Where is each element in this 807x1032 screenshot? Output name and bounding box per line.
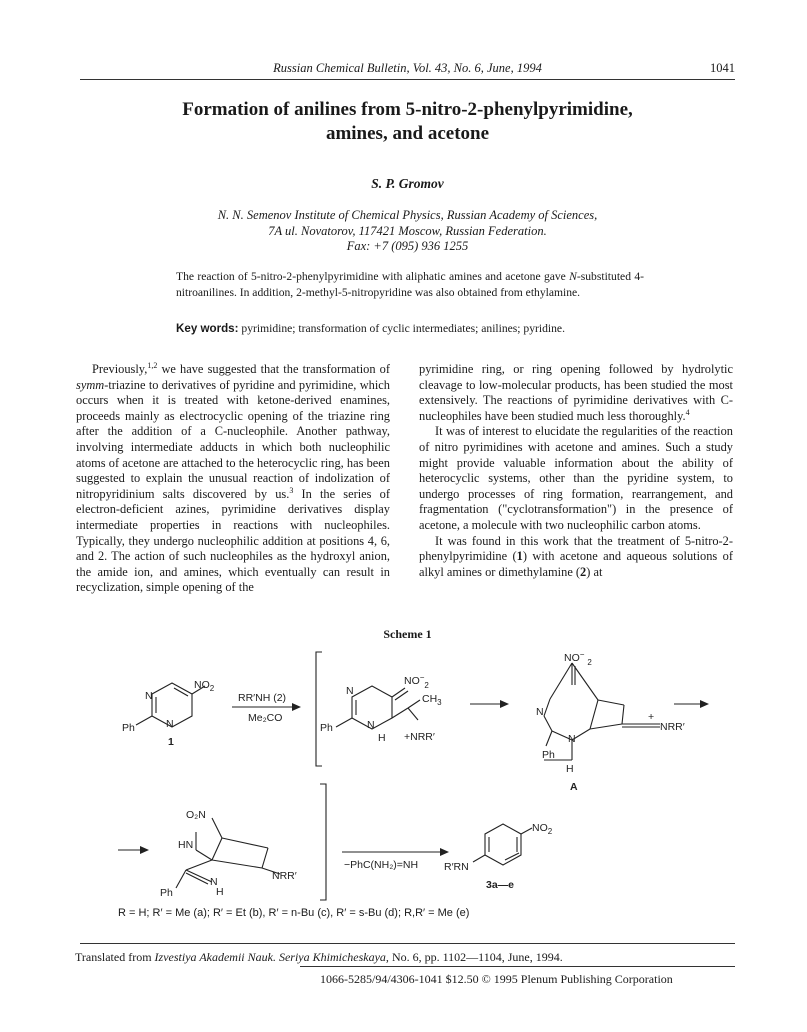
benzene-ring	[485, 824, 521, 865]
label-n: N	[367, 719, 375, 731]
label-plus: +	[648, 711, 655, 723]
label-h: H	[216, 886, 224, 898]
scheme-1-diagram	[0, 640, 807, 905]
translation-note	[75, 950, 563, 965]
label-nrr: NRR′	[272, 870, 297, 882]
label-n: N	[536, 706, 544, 718]
italic-run: symm	[76, 377, 105, 392]
scheme-substituent-note: R = H; R′ = Me (a); R′ = Et (b), R′ = n-Bu (c), R′ = s-Bu (d); R,R′ = Me (e)	[118, 907, 470, 919]
label-n: N	[210, 876, 218, 888]
compound-1-label: 1	[168, 736, 174, 748]
paragraph	[76, 362, 390, 596]
reaction-arrow-head	[700, 700, 709, 708]
paragraph	[419, 362, 733, 424]
label-n: N	[346, 685, 354, 697]
paragraph: It was of interest to elucidate the regularities of the reaction of nitro pyrimidines with acetone and amines. Such a study might provide valuable information about the ability of heterocyclic systems, other than the pyridine system, to undergo processes of ring formation, rearrangement, and fragmentation ("cyclotransformation") in the presence of acetone, a molecule with two nucleophilic carbon atoms.	[419, 424, 733, 532]
text-run: Previously,	[92, 362, 148, 376]
text-run: No. 6, pp. 1102—1104, June, 1994.	[388, 950, 563, 964]
label-rrn: R′RN	[444, 861, 469, 873]
compound-ref: 1	[516, 549, 523, 564]
label-no2: $NO_2$	[532, 822, 553, 836]
label-ph: Ph	[160, 887, 173, 899]
label-ph: Ph	[320, 722, 333, 734]
compound-a-label: A	[570, 781, 578, 793]
page-number: 1041	[710, 61, 735, 75]
label-ch3: $CH_3$	[422, 693, 442, 707]
label-nrr-plus: +NRR′	[404, 731, 435, 743]
reaction-arrow-head	[292, 703, 301, 711]
text-run: It was found in this work that the treatment of 5-nitro-2-phenylpyrimidine (	[419, 533, 733, 564]
source-journal: Izvestiya Akademii Nauk. Seriya Khimicheskaya,	[154, 950, 389, 964]
citation-ref: 1,2	[147, 360, 158, 370]
text-run: -triazine to derivatives of pyridine and pyrimidine, which occurs when it is treated with ketone-derived enamines, proceeds mainly as electrocyclic opening of the triazine ring after the addition of a C-nucleophile. Another pathway, involving intermediate adducts in which both nucleophilic atoms of acetone are attached to the heterocyclic ring, has been suggested to explain the unusual reaction of indolization of nitropyridinium salts discovered by us.	[76, 377, 390, 501]
author-name: S. P. Gromov	[371, 176, 444, 191]
keywords	[176, 322, 676, 335]
copyright-line: 1066-5285/94/4306-1041 $12.50 © 1995 Plenum Publishing Corporation	[320, 972, 673, 986]
text-run: ) with acetone and aqueous solutions of alkyl amines or dimethylamine (	[419, 549, 733, 579]
label-ph: Ph	[122, 722, 135, 734]
title-line-1: Formation of anilines from 5-nitro-2-phenylpyrimidine,	[182, 99, 633, 120]
reagent-label: RR′NH (2)	[238, 692, 287, 704]
label-h: H	[378, 732, 386, 744]
label-o2n: O₂N	[186, 809, 206, 821]
label-nrr: NRR′	[660, 721, 685, 733]
affiliation-fax: Fax: +7 (095) 936 1255	[346, 239, 469, 253]
label-hn: HN	[178, 839, 194, 851]
body-column-left	[76, 362, 390, 596]
text-run: ) at	[586, 564, 603, 579]
label-n: N	[166, 718, 174, 730]
label-n: N	[568, 733, 576, 745]
reaction-arrow-head	[440, 848, 449, 856]
elimination-label: −PhC(NH₂)=NH	[344, 859, 419, 871]
affiliation	[80, 208, 735, 255]
affiliation-line-1: N. N. Semenov Institute of Chemical Physics, Russian Academy of Sciences,	[217, 208, 598, 222]
label-no2: $NO_2$	[194, 679, 215, 693]
footer-rule	[80, 943, 735, 944]
reaction-arrow-head	[500, 700, 509, 708]
keywords-label: Key words:	[176, 322, 239, 335]
label-h: H	[566, 763, 574, 775]
label-n: N	[145, 690, 153, 702]
title-line-2: amines, and acetone	[325, 123, 490, 144]
body-column-right	[419, 362, 733, 580]
label-no2: $NO^-_2$	[404, 673, 429, 690]
text-run: pyrimidine ring, or ring opening followed by hydrolytic cleavage to low-molecular products, has been studied the most extensively. The reactions of pyrimidine derivatives with C-nucleophiles have been studied much less thoroughly.	[419, 362, 733, 423]
product-label: 3a—e	[486, 879, 515, 891]
citation-ref: 4	[685, 407, 690, 417]
abstract	[176, 269, 644, 300]
header-rule	[80, 79, 735, 80]
compound-ref: 2	[580, 564, 587, 579]
journal-citation: Russian Chemical Bulletin, Vol. 43, No. 6, June, 1994	[273, 61, 542, 75]
text-run: we have suggested that the transformation of	[157, 362, 390, 376]
text-run: Translated from	[75, 950, 155, 964]
keywords-text: pyrimidine; transformation of cyclic intermediates; anilines; pyridine.	[238, 322, 565, 335]
paragraph	[419, 534, 733, 581]
text-run: In the series of electron-deficient azines, pyrimidine derivatives display intermediate properties in reactions with nucleophiles. Typically, they undergo nucleophilic addition at positions 4, 6, and 2. The action of such nucleophiles as the hydroxyl anion, the amide ion, and amines, which eventually can result in recyclization, simple opening of the	[76, 486, 390, 595]
reaction-arrow-head	[140, 846, 149, 854]
citation-ref: 3	[289, 485, 294, 495]
label-no2: $NO^-_2$	[564, 650, 592, 667]
abstract-text-1: The reaction of 5-nitro-2-phenylpyrimidine with aliphatic amines and acetone gave	[176, 270, 570, 283]
solvent-label: Me₂CO	[248, 712, 283, 724]
abstract-italic-n: N	[569, 270, 577, 283]
footer-rule-short	[300, 966, 735, 967]
label-ph: Ph	[542, 749, 555, 761]
article-title	[80, 98, 735, 146]
scheme-title: Scheme 1	[383, 627, 432, 641]
affiliation-line-2: 7A ul. Novatorov, 117421 Moscow, Russian Federation.	[268, 223, 547, 238]
abstract-text-2: -substituted 4-nitroanilines. In addition, 2-methyl-5-nitropyridine was also obtained from ethylamine.	[176, 270, 644, 299]
